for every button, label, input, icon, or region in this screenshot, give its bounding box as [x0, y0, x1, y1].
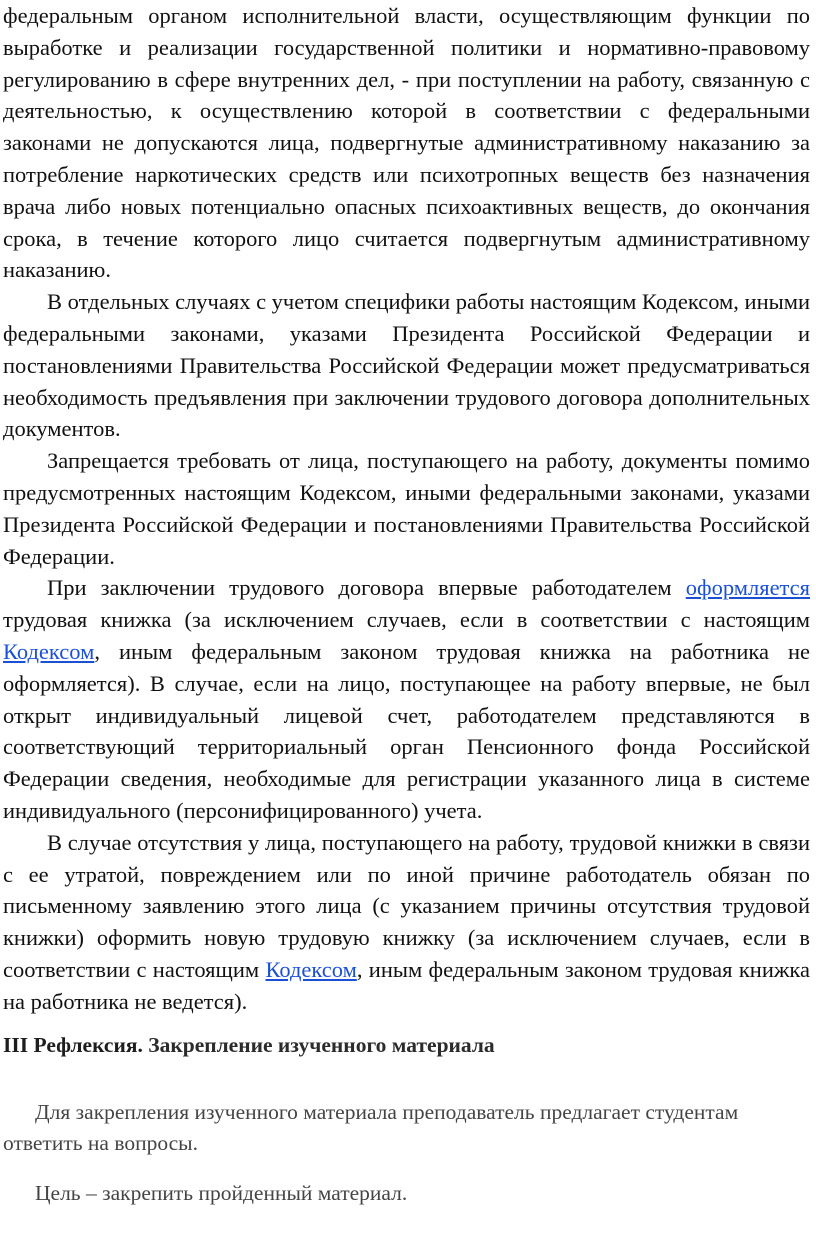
paragraph-3: Запрещается требовать от лица, поступающего на работу, документы помимо предусмотренных настоящим Кодексом, иными федеральными законами, указами Президента Российской Федерации и постановлениями Правительства Российской Федерации. [3, 448, 810, 569]
paragraph-4-text: , иным федеральным законом трудовая книжка на работника не оформляется). В случае, если на лицо, поступающее на работу впервые, не был открыт индивидуальный лицевой счет, работодателем представляются в соответствующий территориальный орган Пенсионного фонда Российской Федерации сведения, необходимые для регистрации указанного лица в системе индивидуального (персонифицированного) учета. [3, 638, 810, 823]
paragraph-4 [3, 572, 810, 826]
section-heading-lead: III Рефлексия. [3, 1033, 143, 1057]
link-kodeks[interactable]: Кодексом [3, 638, 95, 664]
reflection-goal: Цель – закрепить пройденный материал. [35, 1181, 408, 1205]
link-oformlyaetsya[interactable]: оформляется [685, 575, 810, 601]
paragraph-2: В отдельных случаях с учетом специфики работы настоящим Кодексом, иными федеральными законами, указами Президента Российской Федерации и постановлениями Правительства Российской Федерации может предусматриваться необходимость предъявления при заключении трудового договора дополнительных документов. [3, 289, 811, 442]
reflection-instruction: Для закрепления изученного материала преподаватель предлагает студентам ответить на вопросы. [3, 1100, 739, 1155]
section-heading-rest: Закрепление изученного материала [142, 1033, 495, 1057]
paragraph-5 [3, 827, 810, 1018]
paragraph-5-text: , иным федеральным законом трудовая книжка на работника не ведется). [3, 956, 810, 1014]
paragraph-4-text: При заключении трудового договора впервые работодателем [47, 575, 686, 601]
section-heading [3, 1030, 495, 1060]
document-body [3, 0, 810, 1018]
link-kodeks[interactable]: Кодексом [265, 956, 357, 982]
paragraph-4-text: трудовая книжка (за исключением случаев, если в соответствии с настоящим [3, 607, 810, 633]
paragraph-5-text: В случае отсутствия у лица, поступающего на работу, трудовой книжки в связи с ее утратой, повреждением или по иной причине работодатель обязан по письменному заявлению этого лица (с указанием причины отсутствия трудовой книжки) оформить новую трудовую книжку (за исключением случаев, если в соответствии с настоящим [3, 829, 810, 982]
paragraph-1: федеральным органом исполнительной власти, осуществляющим функции по выработке и реализации государственной политики и нормативно-правовому регулированию в сфере внутренних дел, - при поступлении на работу, связанную с деятельностью, к осуществлению которой в соответствии с федеральными законами не допускаются лица, подвергнутые административному наказанию за потребление наркотических средств или психотропных веществ без назначения врача либо новых потенциально опасных психоактивных веществ, до окончания срока, в течение которого лицо считается подвергнутым административному наказанию. [3, 3, 810, 283]
